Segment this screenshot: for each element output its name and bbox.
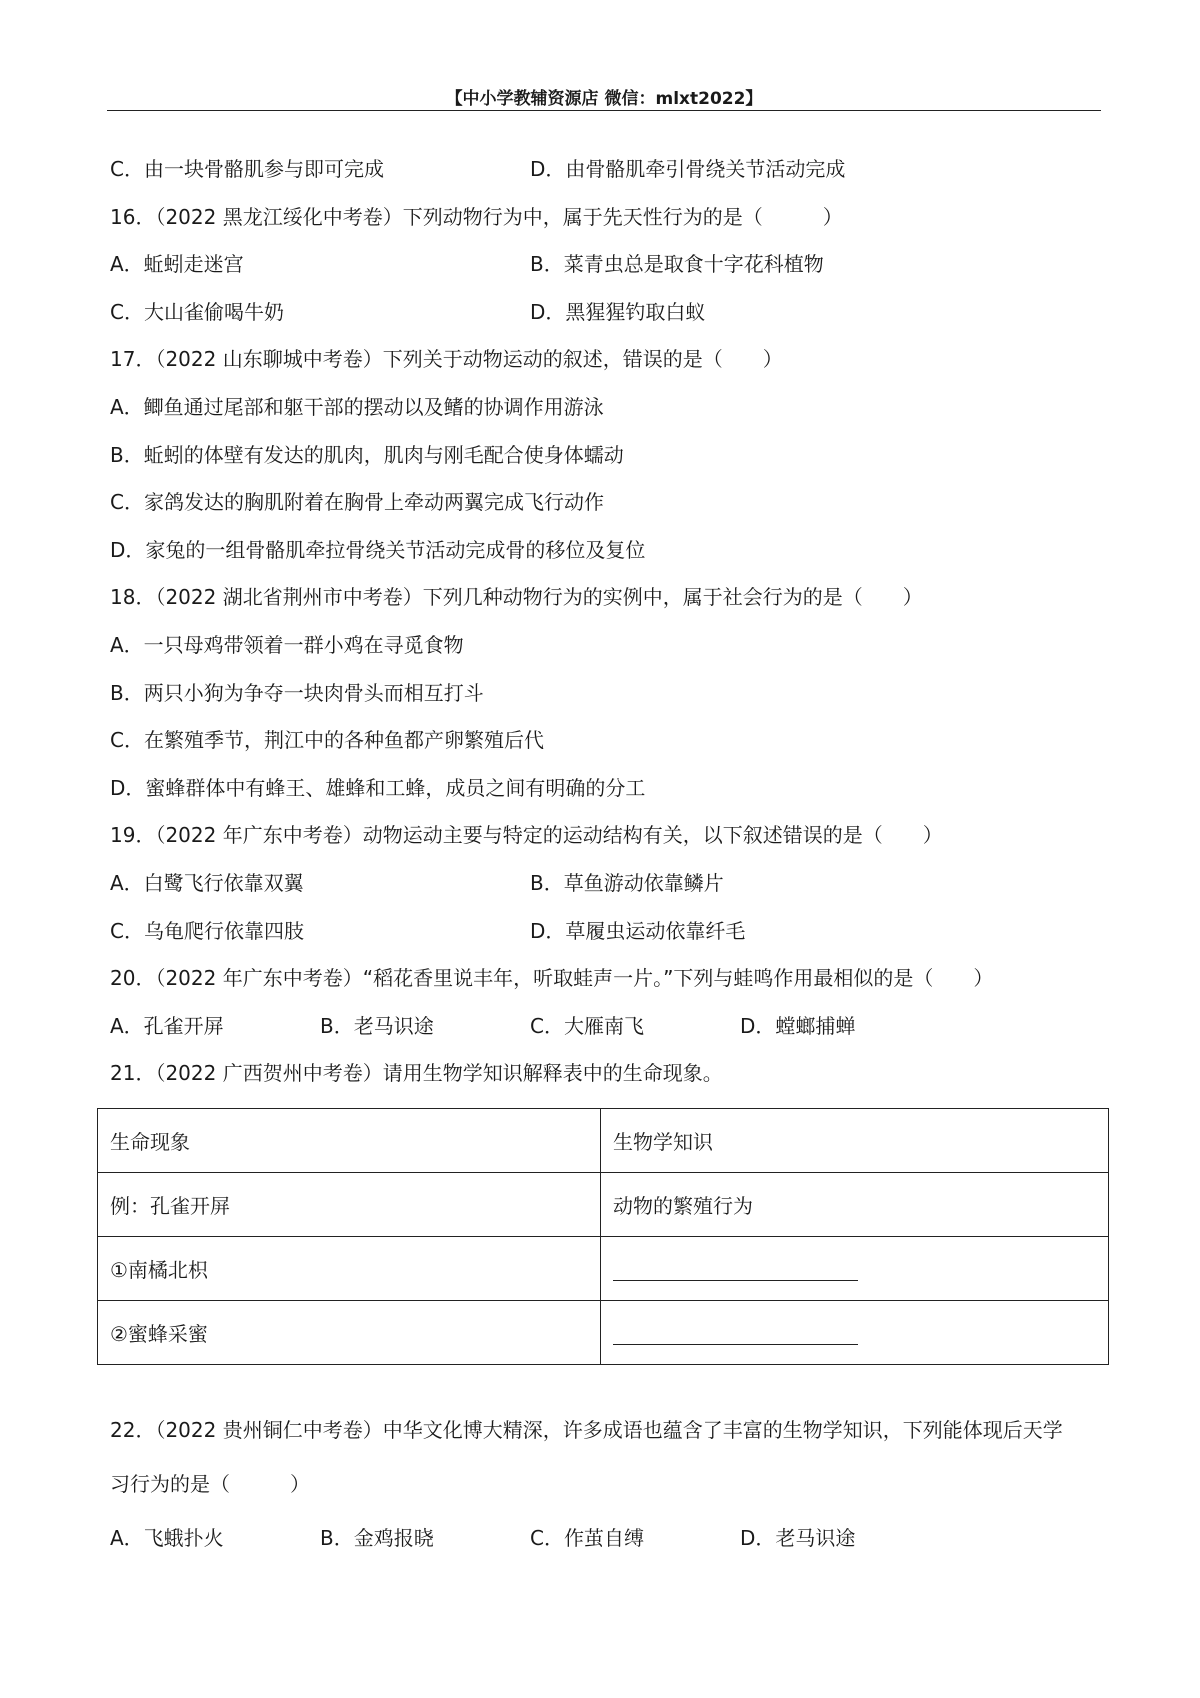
q20-stem: 20．（2022 年广东中考卷）“稻花香里说丰年，听取蛙声一片。”下列与蛙鸣作用最相似的是（ ） [110,966,994,991]
q18-option-b: B．两只小狗为争夺一块肉骨头而相互打斗 [110,680,484,705]
q19-option-a: A．白鹭飞行依靠双翼 [110,870,304,895]
q16-option-c: C．大山雀偷喝牛奶 [110,299,284,324]
table-cell: ①南橘北枳 [98,1236,601,1300]
q15-options-cd [110,150,1100,198]
q22-option-c: C．作茧自缚 [530,1525,644,1550]
table-cell: 动物的繁殖行为 [601,1172,1109,1236]
table-header-cell: 生物学知识 [601,1108,1109,1172]
answer-blank-line[interactable] [613,1320,858,1345]
q16-option-a: A．蚯蚓走迷宫 [110,252,244,277]
table-cell: 例：孔雀开屏 [98,1172,601,1236]
table-row [98,1236,1109,1300]
q17-option-a: A．鲫鱼通过尾部和躯干部的摆动以及鳍的协调作用游泳 [110,394,604,419]
table-header-row [98,1108,1109,1172]
q20-option-d: D．螳螂捕蝉 [740,1013,856,1038]
q16-option-b: B．菜青虫总是取食十字花科植物 [530,252,824,277]
q22-option-b: B．金鸡报晓 [320,1525,434,1550]
q22-option-d: D．老马识途 [740,1525,856,1550]
table-row [98,1172,1109,1236]
q16-options-cd [110,293,1100,341]
q21-table [97,1108,1109,1365]
q21-stem: 21．（2022 广西贺州中考卷）请用生物学知识解释表中的生命现象。 [110,1061,723,1086]
q15-option-c: C．由一块骨骼肌参与即可完成 [110,157,384,181]
page-header: 【中小学教辅资源店 微信：mlxt2022】 [445,89,763,109]
table-cell: ②蜜蜂采蜜 [98,1300,601,1364]
q22-stem-line1: 22．（2022 贵州铜仁中考卷）中华文化博大精深，许多成语也蕴含了丰富的生物学知识，下列能体现后天学 [110,1417,1063,1442]
q19-option-c: C．乌龟爬行依靠四肢 [110,918,304,943]
q19-options-ab [110,864,1100,912]
q19-stem: 19．（2022 年广东中考卷）动物运动主要与特定的运动结构有关，以下叙述错误的是（ ） [110,823,943,848]
table-row [98,1300,1109,1364]
table-header-cell: 生命现象 [98,1108,601,1172]
q19-options-cd [110,912,1100,960]
q17-option-d: D．家兔的一组骨骼肌牵拉骨绕关节活动完成骨的移位及复位 [110,537,646,562]
q20-option-b: B．老马识途 [320,1013,434,1038]
q20-options [110,1007,1100,1055]
q16-stem: 16．（2022 黑龙江绥化中考卷）下列动物行为中，属于先天性行为的是（ ） [110,204,843,229]
q22-stem-line2: 习行为的是（ ） [110,1471,310,1496]
q22-options [110,1519,1100,1573]
spacer [110,1365,1100,1411]
q20-option-c: C．大雁南飞 [530,1013,644,1038]
q19-option-b: B．草鱼游动依靠鳞片 [530,870,724,895]
q17-option-c: C．家鸽发达的胸肌附着在胸骨上牵动两翼完成飞行动作 [110,490,604,515]
header-divider [107,110,1101,111]
q22-option-a: A．飞蛾扑火 [110,1525,224,1550]
question-content [110,150,1100,1573]
q18-option-c: C．在繁殖季节，荆江中的各种鱼都产卵繁殖后代 [110,728,544,753]
answer-cell [601,1300,1109,1364]
q19-option-d: D．草履虫运动依靠纤毛 [530,918,746,943]
q18-stem: 18．（2022 湖北省荆州市中考卷）下列几种动物行为的实例中，属于社会行为的是（ ） [110,585,923,610]
q20-option-a: A．孔雀开屏 [110,1013,224,1038]
q16-options-ab [110,245,1100,293]
q18-option-d: D．蜜蜂群体中有蜂王、雄蜂和工蜂，成员之间有明确的分工 [110,775,646,800]
q21-table-wrapper [97,1108,1100,1365]
q17-option-b: B．蚯蚓的体壁有发达的肌肉，肌肉与刚毛配合使身体蠕动 [110,442,624,467]
answer-cell [601,1236,1109,1300]
q18-option-a: A．一只母鸡带领着一群小鸡在寻觅食物 [110,632,464,657]
q17-stem: 17．（2022 山东聊城中考卷）下列关于动物运动的叙述，错误的是（ ） [110,347,783,372]
q16-option-d: D．黑猩猩钓取白蚁 [530,299,706,324]
q15-option-d: D．由骨骼肌牵引骨绕关节活动完成 [530,157,846,181]
answer-blank-line[interactable] [613,1256,858,1281]
